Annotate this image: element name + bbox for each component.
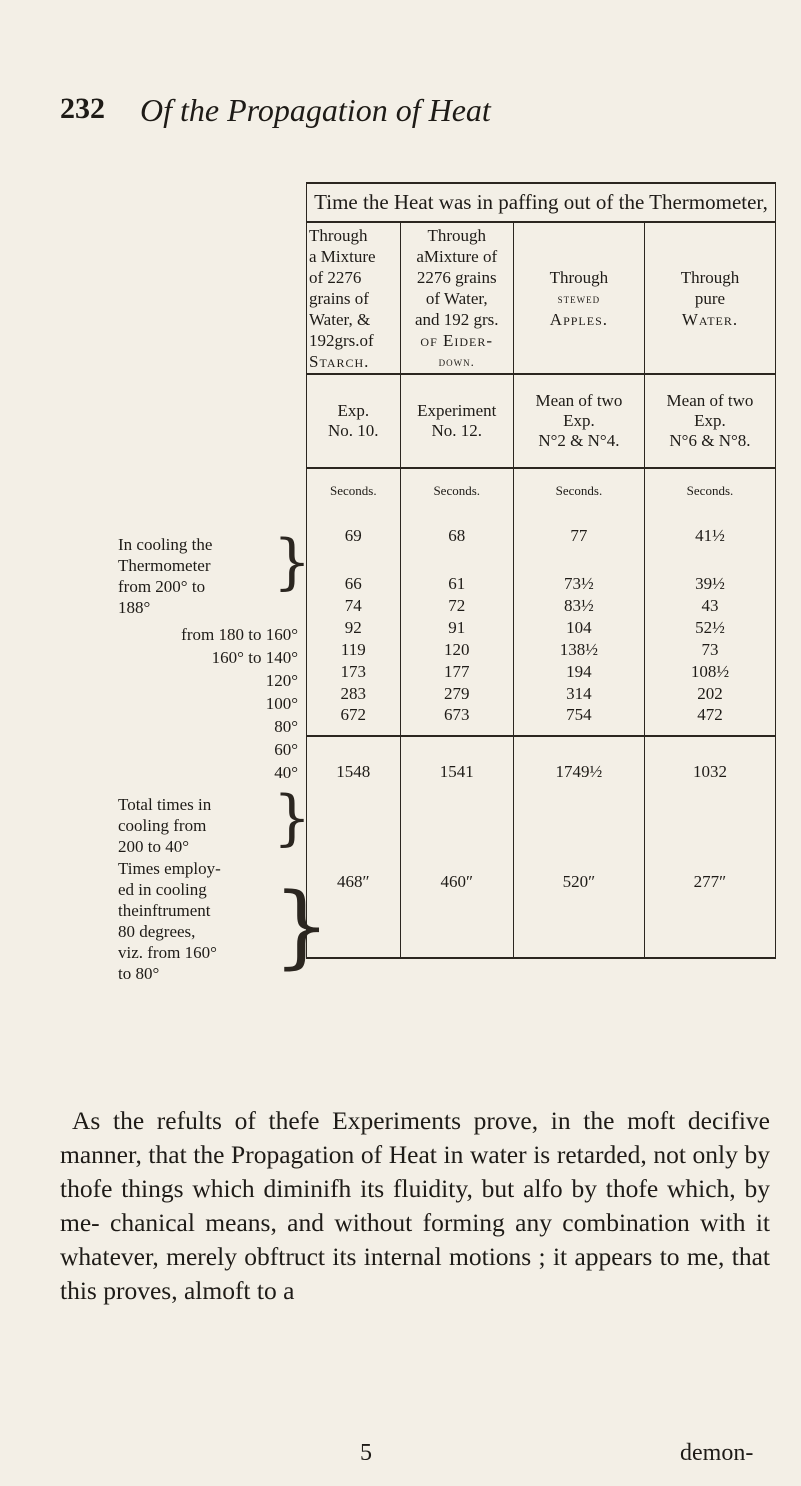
table-cell: 177	[400, 661, 513, 683]
experiment-line: No. 12.	[431, 421, 482, 440]
table-row	[307, 573, 776, 595]
table-cell: 77	[513, 499, 644, 573]
heading-line: Through	[549, 267, 609, 287]
table-row	[307, 705, 776, 736]
table-cell: 69	[307, 499, 401, 573]
table-row-employed	[307, 807, 776, 958]
experiment-cell	[513, 374, 644, 468]
heading-line: a Mixture	[309, 246, 376, 266]
table-row-total	[307, 736, 776, 807]
brace-icon: }	[273, 783, 312, 853]
table-cell: 52½	[644, 617, 775, 639]
unit-cell: Seconds.	[307, 468, 401, 499]
row-label-employed-line: 80 degrees,	[118, 922, 196, 941]
employed-cell: 468″	[307, 807, 401, 958]
experiment-line: No. 10.	[328, 421, 379, 440]
table-row-experiment	[307, 374, 776, 468]
heading-line: of Water,	[425, 288, 488, 308]
total-cell: 1548	[307, 736, 401, 807]
table-caption: Time the Heat was in paffing out of the Thermometer,	[307, 183, 776, 222]
row-label-initial-line: 188°	[118, 598, 151, 617]
results-table	[306, 182, 776, 959]
table-cell: 202	[644, 683, 775, 705]
table-row	[307, 639, 776, 661]
heading-line: aMixture of	[416, 246, 498, 266]
unit-cell: Seconds.	[513, 468, 644, 499]
page-number: 232	[60, 92, 105, 125]
table-cell: 138½	[513, 639, 644, 661]
row-label-step: 60°	[274, 740, 298, 759]
heading-line: and 192 grs.	[414, 309, 499, 329]
table-cell: 472	[644, 705, 775, 736]
table-row	[307, 617, 776, 639]
experiment-line: N°6 & N°8.	[669, 431, 751, 450]
row-label-step: 40°	[274, 763, 298, 782]
row-label-employed-line: to 80°	[118, 964, 160, 983]
heading-line: Through	[680, 267, 740, 287]
experiment-cell	[307, 374, 401, 468]
experiment-line: N°2 & N°4.	[538, 431, 620, 450]
heading-line: Through	[309, 225, 368, 245]
heading-line: grains of	[309, 288, 369, 308]
row-label-employed-line: viz. from 160°	[118, 943, 217, 962]
column-heading	[644, 222, 775, 374]
table-cell: 754	[513, 705, 644, 736]
row-label-step: from 180 to 160°	[181, 625, 298, 644]
table-cell: 66	[307, 573, 401, 595]
signature-mark: 5	[360, 1440, 372, 1466]
table-row	[307, 595, 776, 617]
heading-line: pure	[694, 288, 726, 308]
heading-line: 192grs.of	[309, 330, 374, 350]
table-cell: 173	[307, 661, 401, 683]
row-label-step: 100°	[265, 694, 298, 713]
experiment-line: Experiment	[417, 401, 497, 420]
table-cell: 283	[307, 683, 401, 705]
catchword: demon-	[680, 1440, 754, 1466]
heading-line: Water.	[681, 309, 739, 329]
row-label-initial-line: Thermometer	[118, 556, 211, 575]
experiment-line: Exp.	[694, 411, 726, 430]
experiment-line: Mean of two	[535, 391, 623, 410]
brace-icon: }	[273, 527, 312, 597]
experiment-cell	[400, 374, 513, 468]
table-row-headings	[307, 222, 776, 374]
experiment-cell	[644, 374, 775, 468]
row-label-step: 80°	[274, 717, 298, 736]
employed-cell: 520″	[513, 807, 644, 958]
row-label-total-line: 200 to 40°	[118, 837, 190, 856]
row-label-employed-line: Times employ-	[118, 859, 221, 878]
employed-cell: 277″	[644, 807, 775, 958]
row-label-total-line: cooling from	[118, 816, 207, 835]
table-cell: 91	[400, 617, 513, 639]
row-label-employed-line: ed in cooling	[118, 880, 207, 899]
column-heading	[513, 222, 644, 374]
table-cell: 68	[400, 499, 513, 573]
row-label-employed-line: theinftrument	[118, 901, 211, 920]
total-cell: 1541	[400, 736, 513, 807]
row-label-initial	[118, 534, 212, 618]
table-row-units	[307, 468, 776, 499]
brace-icon: }	[273, 874, 331, 979]
heading-line: 2276 grains	[416, 267, 497, 287]
row-label-initial-line: from 200° to	[118, 577, 206, 596]
table-row	[307, 683, 776, 705]
table-cell: 314	[513, 683, 644, 705]
heading-line: stewed	[557, 290, 601, 306]
table-cell: 119	[307, 639, 401, 661]
heading-line: Apples.	[549, 309, 609, 329]
table-cell: 108½	[644, 661, 775, 683]
table-cell: 104	[513, 617, 644, 639]
unit-cell: Seconds.	[644, 468, 775, 499]
table-cell: 672	[307, 705, 401, 736]
table-cell: 39½	[644, 573, 775, 595]
table-cell: 120	[400, 639, 513, 661]
row-label-initial-line: In cooling the	[118, 535, 213, 554]
table-row	[307, 661, 776, 683]
running-title: Of the Propagation of Heat	[140, 92, 491, 128]
experiment-line: Exp.	[563, 411, 595, 430]
column-heading	[400, 222, 513, 374]
row-label-total	[118, 794, 211, 857]
heading-line: Starch.	[309, 351, 370, 371]
table-cell: 83½	[513, 595, 644, 617]
heading-line: Water, &	[309, 309, 371, 329]
body-paragraph	[60, 1104, 770, 1308]
table-cell: 92	[307, 617, 401, 639]
table-cell: 41½	[644, 499, 775, 573]
row-label-step: 120°	[265, 671, 298, 690]
table-cell: 61	[400, 573, 513, 595]
table-cell: 74	[307, 595, 401, 617]
table-cell: 73½	[513, 573, 644, 595]
experiment-line: Exp.	[337, 401, 370, 420]
body-text: As the refults of thefe Experiments prove, in the moft decifive manner, that the Propagation of Heat in water is retarded, not only by thofe things which diminifh its fluidity, but alfo by thofe which, by me- chanical means, and without forming any combination with it whatever, merely obftruct its internal motions ; it appears to me, that this proves, almoft to a	[60, 1106, 770, 1305]
heading-line: Through	[427, 225, 487, 245]
total-cell: 1032	[644, 736, 775, 807]
row-label-employed	[118, 858, 221, 984]
table-row-initial	[307, 499, 776, 573]
heading-line: down.	[438, 353, 475, 369]
page-header	[60, 92, 760, 152]
table-cell: 194	[513, 661, 644, 683]
employed-cell: 460″	[400, 807, 513, 958]
heading-line: of Eider-	[420, 330, 494, 350]
experiment-line: Mean of two	[666, 391, 754, 410]
table-cell: 72	[400, 595, 513, 617]
column-heading	[307, 222, 401, 374]
table-cell: 673	[400, 705, 513, 736]
heading-line: of 2276	[309, 267, 362, 287]
table-cell: 279	[400, 683, 513, 705]
table-cell: 73	[644, 639, 775, 661]
unit-cell: Seconds.	[400, 468, 513, 499]
row-label-total-line: Total times in	[118, 795, 212, 814]
table-cell: 43	[644, 595, 775, 617]
row-label-step: 160° to 140°	[211, 648, 298, 667]
total-cell: 1749½	[513, 736, 644, 807]
